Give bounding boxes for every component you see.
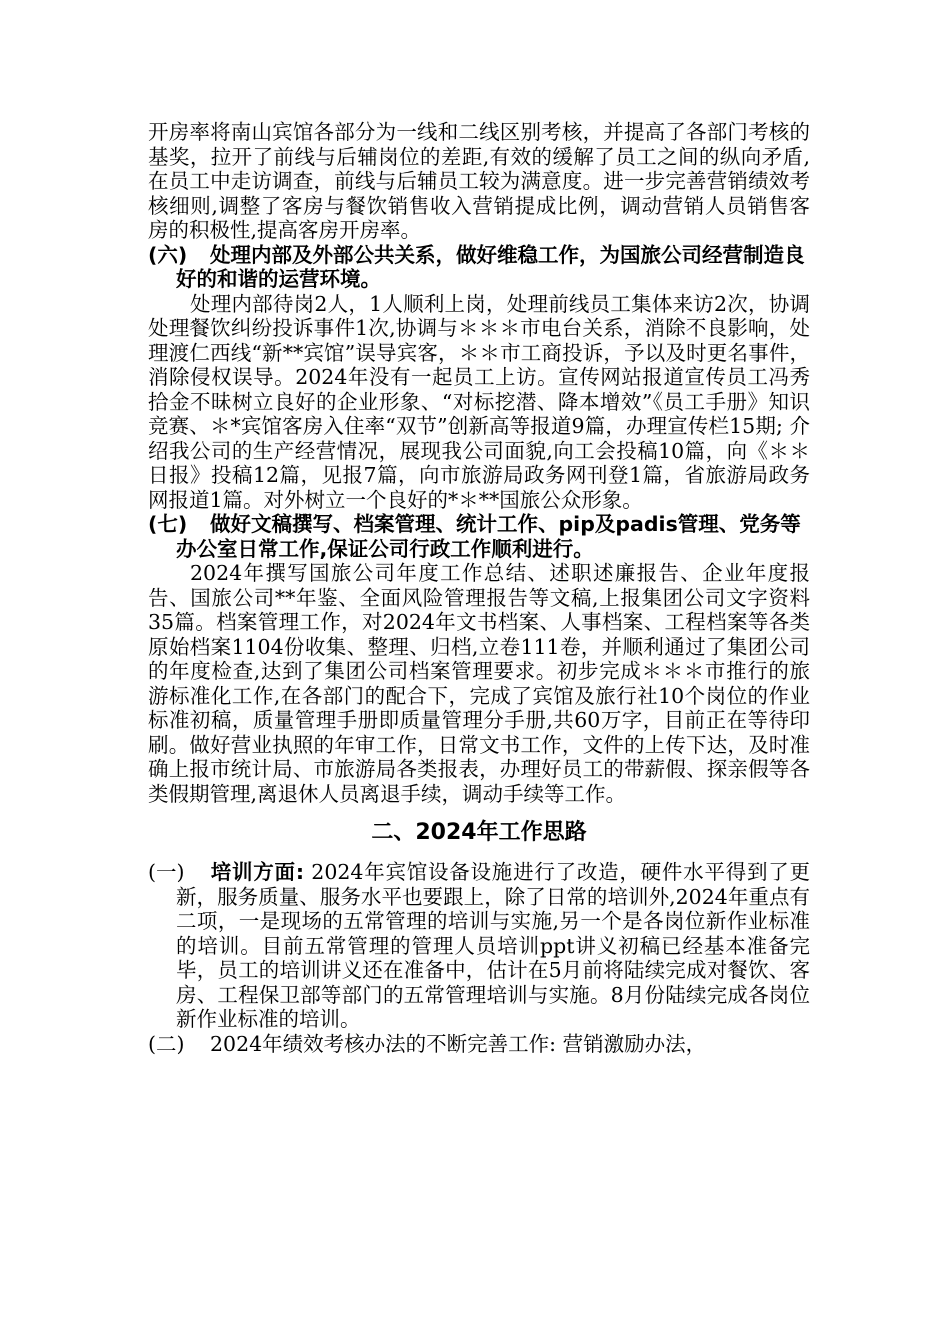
section-7-body: 2024年撰写国旅公司年度工作总结、述职述廉报告、企业年度报告、国旅公司**年鉴、全面风险管理报告等文稿,上报集团公司文字资料35篇。档案管理工作，对2024年文书档案、人事档案、工程档案等各类原始档案1104份收集、整理、归档,立卷111卷，并顺利通过了集团公司的年度检查,达到了集团公司档案管理要求。初步完成＊＊＊市推行的旅游标准化工作,在各部门的配合下，完成了宾馆及旅行社10个岗位的作业标准初稿，质量管理手册即质量管理分手册,共60万字，目前正在等待印刷。做好营业执照的年审工作，日常文书工作，文件的上传下达，及时准确上报市统计局、市旅游局各类报表，办理好员工的带薪假、探亲假等各类假期管理,离退休人员离退手续，调动手续等工作。 xyxy=(148,561,810,806)
section-7-number: (七) xyxy=(148,512,188,536)
document-page xyxy=(148,120,810,1056)
list-item xyxy=(148,1032,810,1057)
item-lead: 培训方面: xyxy=(210,860,305,884)
section-6-body: 处理内部待岗2人，1人顺利上岗，处理前线员工集体来访2次，协调处理餐饮纠纷投诉事件1次,协调与＊＊＊市电台关系，消除不良影响，处理渡仁西线“新**宾馆”误导宾客，＊＊市工商投诉，予以及时更名事件，消除侵权误导。2024年没有一起员工上访。宣传网站报道宣传员工冯秀拾金不昧树立良好的企业形象、“对标挖潜、降本增效”《员工手册》知识竞赛、＊*宾馆客房入住率“双节”创新高等报道9篇，办理宣传栏15期; 介绍我公司的生产经营情况，展现我公司面貌,向工会投稿10篇，向《＊＊日报》投稿12篇，见报7篇，向市旅游局政务网刊登1篇，省旅游局政务网报道1篇。对外树立一个良好的*＊**国旅公众形象。 xyxy=(148,291,810,512)
paragraph-intro: 开房率将南山宾馆各部分为一线和二线区别考核，并提高了各部门考核的基奖，拉开了前线与后辅岗位的差距,有效的缓解了员工之间的纵向矛盾,在员工中走访调查，前线与后辅员工较为满意度。进一步完善营销绩效考核细则,调整了客房与餐饮销售收入营销提成比例，调动营销人员销售客房的积极性,提高客房开房率。 xyxy=(148,120,810,242)
item-body: 2024年宾馆设备设施进行了改造，硬件水平得到了更新，服务质量、服务水平也要跟上，除了日常的培训外,2024年重点有二项，一是现场的五常管理的培训与实施,另一个是各岗位新作业标准的培训。目前五常管理的管理人员培训ppt讲义初稿已经基本准备完毕，员工的培训讲义还在准备中，估计在5月前将陆续完成对餐饮、客房、工程保卫部等部门的五常管理培训与实施。8月份陆续完成各岗位新作业标准的培训。 xyxy=(176,860,810,1031)
section-6-heading xyxy=(148,243,810,292)
section-6-number: (六) xyxy=(148,242,188,267)
section-title: 二、2024年工作思路 xyxy=(371,820,587,845)
item-number: (二) xyxy=(148,1031,185,1056)
section-7-heading xyxy=(148,512,810,561)
item-body: 2024年绩效考核办法的不断完善工作: 营销激励办法， xyxy=(210,1031,707,1056)
list-item xyxy=(148,860,810,1032)
item-number: (一) xyxy=(148,860,185,884)
section-6-heading-text: 处理内部及外部公共关系，做好维稳工作，为国旅公司经营制造良好的和谐的运营环境。 xyxy=(176,242,805,291)
section-7-heading-text: 做好文稿撰写、档案管理、统计工作、pip及padis管理、党务等办公室日常工作,保证公司行政工作顺利进行。 xyxy=(176,512,801,561)
